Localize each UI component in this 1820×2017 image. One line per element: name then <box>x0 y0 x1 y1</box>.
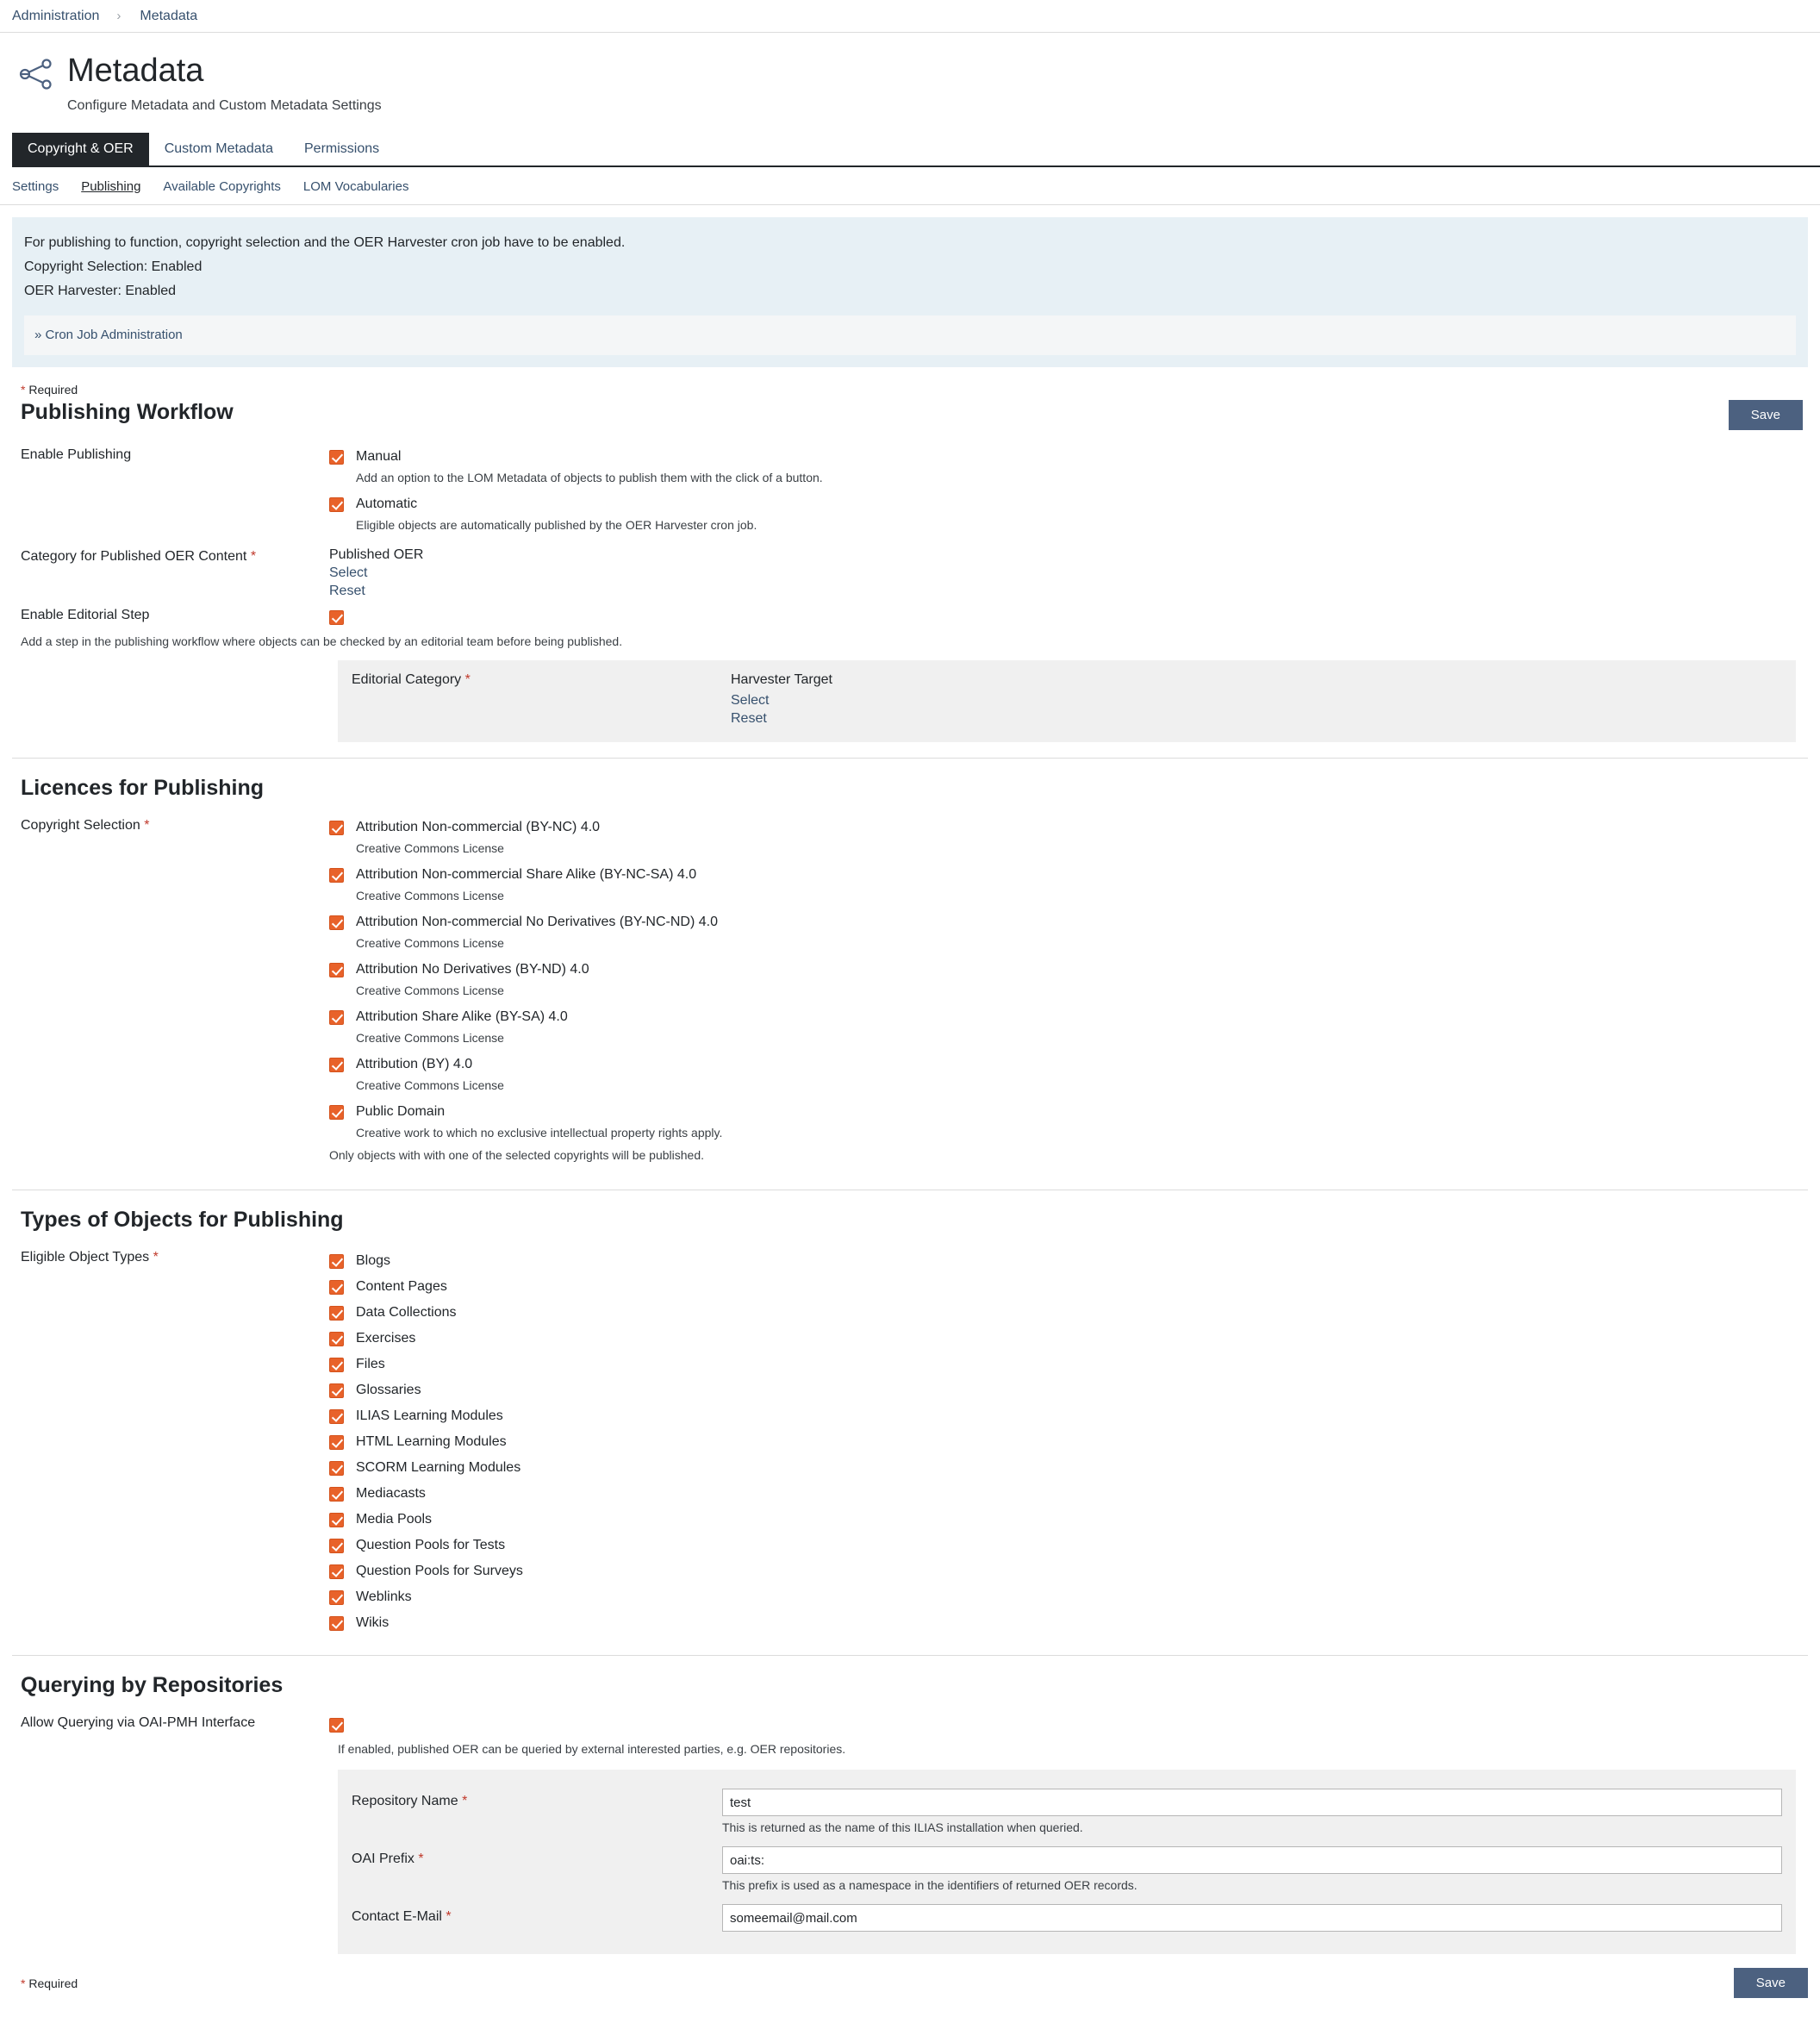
label-object-type-ilias-learning-modules: ILIAS Learning Modules <box>356 1408 503 1424</box>
label-license-by-nd: Attribution No Derivatives (BY-ND) 4.0 <box>356 962 589 977</box>
divider-3 <box>12 1655 1808 1656</box>
label-object-type-html-learning-modules: HTML Learning Modules <box>356 1434 507 1450</box>
checkbox-license-by-sa[interactable] <box>329 1010 344 1025</box>
save-button-bottom[interactable]: Save <box>1734 1968 1808 1998</box>
checkbox-object-type-scorm-learning-modules[interactable] <box>329 1461 344 1476</box>
required-star-oai-prefix: * <box>418 1852 424 1867</box>
help-license-public-domain: Creative work to which no exclusive intellectual property rights apply. <box>356 1126 723 1140</box>
editorial-category-group <box>352 672 731 727</box>
help-license-by-nc: Creative Commons License <box>356 841 504 856</box>
checkbox-object-type-mediacasts[interactable] <box>329 1487 344 1502</box>
help-allow-querying: If enabled, published OER can be queried by external interested parties, e.g. OER repositories. <box>338 1742 846 1757</box>
checkbox-license-by-nc[interactable] <box>329 821 344 835</box>
label-editorial-category <box>352 672 731 688</box>
info-message-box <box>12 217 1808 367</box>
checkbox-license-by[interactable] <box>329 1058 344 1072</box>
required-star-object-types: * <box>153 1250 159 1265</box>
section-title-querying: Querying by Repositories <box>21 1673 284 1698</box>
checkbox-allow-oai-pmh[interactable] <box>329 1718 344 1733</box>
label-text-category: Category for Published OER Content <box>21 549 247 565</box>
category-reset-link[interactable]: Reset <box>329 584 365 599</box>
checkbox-object-type-wikis[interactable] <box>329 1616 344 1631</box>
checkbox-license-by-nc-nd[interactable] <box>329 915 344 930</box>
page-header <box>0 33 1820 114</box>
value-published-oer-category: Published OER <box>329 547 424 563</box>
help-license-by-nd: Creative Commons License <box>356 984 504 998</box>
label-text-repository-name: Repository Name <box>352 1794 458 1809</box>
breadcrumb-item-administration[interactable]: Administration <box>12 8 100 23</box>
required-note-top <box>0 367 1820 397</box>
label-license-public-domain: Public Domain <box>356 1104 446 1120</box>
save-button-top[interactable]: Save <box>1729 400 1803 430</box>
checkbox-license-by-nd[interactable] <box>329 963 344 977</box>
label-license-by-nc: Attribution Non-commercial (BY-NC) 4.0 <box>356 820 601 835</box>
label-text-editorial-category: Editorial Category <box>352 672 462 688</box>
label-object-type-media-pools: Media Pools <box>356 1512 433 1527</box>
checkbox-object-type-media-pools[interactable] <box>329 1513 344 1527</box>
section-title-publishing-workflow: Publishing Workflow <box>21 400 234 425</box>
label-object-type-data-collections: Data Collections <box>356 1305 457 1321</box>
label-object-type-wikis: Wikis <box>356 1615 390 1631</box>
row-eligible-object-types <box>12 1245 1808 1639</box>
label-object-type-scorm-learning-modules: SCORM Learning Modules <box>356 1460 521 1476</box>
required-star-contact-email: * <box>446 1909 452 1925</box>
checkbox-license-public-domain[interactable] <box>329 1105 344 1120</box>
required-note-text-top: Required <box>28 383 78 397</box>
label-object-type-exercises: Exercises <box>356 1331 416 1346</box>
label-enable-publishing: Enable Publishing <box>21 447 132 463</box>
checkbox-editorial-step[interactable] <box>329 610 344 625</box>
section-querying <box>0 1670 1820 1954</box>
page-subtitle: Configure Metadata and Custom Metadata Settings <box>67 98 382 113</box>
section-title-licences: Licences for Publishing <box>21 776 264 801</box>
subtab-lom-vocabularies[interactable]: LOM Vocabularies <box>302 179 409 194</box>
label-object-type-weblinks: Weblinks <box>356 1589 412 1605</box>
copyright-options-list <box>329 816 1808 1171</box>
section-publishing-workflow <box>0 397 1820 742</box>
main-tabs <box>12 133 1820 167</box>
required-note-bottom <box>21 1976 78 1990</box>
object-types-list <box>329 1248 1808 1636</box>
checkbox-object-type-blogs[interactable] <box>329 1254 344 1269</box>
form-footer <box>0 1954 1820 2017</box>
checkbox-object-type-data-collections[interactable] <box>329 1306 344 1321</box>
required-star-bottom: * <box>21 1976 26 1990</box>
checkbox-manual[interactable] <box>329 450 344 465</box>
checkbox-license-by-nc-sa[interactable] <box>329 868 344 883</box>
field-repository-name <box>352 1783 1782 1841</box>
subtab-available-copyrights[interactable]: Available Copyrights <box>163 179 281 194</box>
row-copyright-selection <box>12 813 1808 1174</box>
field-oai-prefix <box>352 1841 1782 1899</box>
oai-settings-panel <box>338 1770 1796 1954</box>
label-object-type-question-pools-tests: Question Pools for Tests <box>356 1538 506 1553</box>
label-object-type-files: Files <box>356 1357 385 1372</box>
label-object-type-content-pages: Content Pages <box>356 1279 447 1295</box>
row-enable-publishing <box>12 442 1808 544</box>
help-license-by: Creative Commons License <box>356 1078 504 1093</box>
category-select-link[interactable]: Select <box>329 565 368 581</box>
label-text-eligible-object-types: Eligible Object Types <box>21 1250 150 1265</box>
label-manual: Manual <box>356 449 402 465</box>
subtab-publishing[interactable]: Publishing <box>81 179 141 194</box>
breadcrumb-separator-icon: › <box>116 9 122 23</box>
breadcrumb <box>0 0 1820 33</box>
label-category-published-oer <box>21 547 329 565</box>
label-text-contact-email: Contact E-Mail <box>352 1909 442 1925</box>
help-manual: Add an option to the LOM Metadata of objects to publish them with the click of a button. <box>356 471 823 485</box>
label-harvester-target: Harvester Target <box>731 672 832 688</box>
info-line-copyright-selection: Copyright Selection: Enabled <box>24 259 203 274</box>
section-licences <box>0 772 1820 1174</box>
harvester-select-link[interactable]: Select <box>731 693 770 709</box>
label-license-by-nc-sa: Attribution Non-commercial Share Alike (BY-NC-SA) 4.0 <box>356 867 697 883</box>
checkbox-object-type-content-pages[interactable] <box>329 1280 344 1295</box>
tab-permissions[interactable]: Permissions <box>304 141 380 156</box>
label-text-oai-prefix: OAI Prefix <box>352 1852 414 1867</box>
label-text-copyright-selection: Copyright Selection <box>21 818 140 834</box>
field-contact-email <box>352 1899 1782 1939</box>
checkbox-object-type-glossaries[interactable] <box>329 1383 344 1398</box>
label-enable-editorial-step: Enable Editorial Step <box>21 608 150 623</box>
tab-copyright-oer[interactable]: Copyright & OER <box>12 133 149 165</box>
help-repository-name: This is returned as the name of this ILIAS installation when queried. <box>722 1820 1083 1835</box>
harvester-target-group <box>731 672 1110 727</box>
label-copyright-selection <box>21 816 329 834</box>
checkbox-object-type-ilias-learning-modules[interactable] <box>329 1409 344 1424</box>
label-object-type-blogs: Blogs <box>356 1253 391 1269</box>
repository-name-input[interactable] <box>722 1789 1782 1816</box>
checkbox-object-type-files[interactable] <box>329 1358 344 1372</box>
sub-tabs <box>0 167 1820 205</box>
label-license-by: Attribution (BY) 4.0 <box>356 1057 473 1072</box>
help-automatic: Eligible objects are automatically published by the OER Harvester cron job. <box>356 518 757 533</box>
divider-1 <box>12 758 1808 759</box>
subtab-settings[interactable]: Settings <box>12 179 59 194</box>
section-title-object-types: Types of Objects for Publishing <box>21 1208 344 1233</box>
help-license-by-sa: Creative Commons License <box>356 1031 504 1046</box>
label-license-by-nc-nd: Attribution Non-commercial No Derivatives (BY-NC-ND) 4.0 <box>356 915 718 930</box>
label-repository-name <box>352 1789 722 1809</box>
harvester-reset-link[interactable]: Reset <box>731 711 767 727</box>
contact-email-input[interactable] <box>722 1904 1782 1932</box>
label-oai-prefix <box>352 1846 722 1867</box>
row-allow-querying <box>12 1710 1808 1739</box>
help-oai-prefix: This prefix is used as a namespace in the identifiers of returned OER records. <box>722 1878 1138 1893</box>
label-allow-querying: Allow Querying via OAI-PMH Interface <box>21 1715 256 1731</box>
editorial-subpanel <box>338 660 1796 742</box>
label-license-by-sa: Attribution Share Alike (BY-SA) 4.0 <box>356 1009 568 1025</box>
metadata-node-icon <box>17 55 55 93</box>
label-object-type-question-pools-surveys: Question Pools for Surveys <box>356 1564 523 1579</box>
checkbox-object-type-question-pools-tests[interactable] <box>329 1539 344 1553</box>
required-star-repository-name: * <box>462 1794 468 1809</box>
required-star-category: * <box>250 549 257 565</box>
label-contact-email <box>352 1904 722 1925</box>
required-star-editorial-category: * <box>464 672 471 688</box>
page-title: Metadata <box>67 53 204 89</box>
help-license-by-nc-nd: Creative Commons License <box>356 936 504 951</box>
help-editorial-step: Add a step in the publishing workflow where objects can be checked by an editorial team before being published. <box>21 634 623 649</box>
footnote-copyright-selection: Only objects with with one of the selected copyrights will be published. <box>329 1148 705 1163</box>
label-object-type-glossaries: Glossaries <box>356 1383 421 1398</box>
cron-job-administration-link[interactable]: » Cron Job Administration <box>34 328 183 342</box>
section-object-types <box>0 1204 1820 1639</box>
label-object-type-mediacasts: Mediacasts <box>356 1486 426 1502</box>
checkbox-object-type-html-learning-modules[interactable] <box>329 1435 344 1450</box>
checkbox-automatic[interactable] <box>329 497 344 512</box>
info-action-bar <box>24 315 1796 355</box>
checkbox-object-type-question-pools-surveys[interactable] <box>329 1564 344 1579</box>
row-enable-editorial-step <box>12 603 1808 632</box>
required-note-text-bottom: Required <box>28 1976 78 1990</box>
info-line-oer-harvester: OER Harvester: Enabled <box>24 284 177 298</box>
required-star-top: * <box>21 383 26 397</box>
required-star-copyright-selection: * <box>144 818 150 834</box>
breadcrumb-item-metadata[interactable]: Metadata <box>140 8 198 23</box>
checkbox-object-type-weblinks[interactable] <box>329 1590 344 1605</box>
info-line-publishing: For publishing to function, copyright selection and the OER Harvester cron job have to be enabled. <box>24 235 626 250</box>
row-category-published-oer <box>12 544 1808 603</box>
tab-custom-metadata[interactable]: Custom Metadata <box>164 141 273 156</box>
label-automatic: Automatic <box>356 496 418 512</box>
oai-prefix-input[interactable] <box>722 1846 1782 1874</box>
label-eligible-object-types <box>21 1248 329 1265</box>
help-license-by-nc-sa: Creative Commons License <box>356 889 504 903</box>
checkbox-object-type-exercises[interactable] <box>329 1332 344 1346</box>
